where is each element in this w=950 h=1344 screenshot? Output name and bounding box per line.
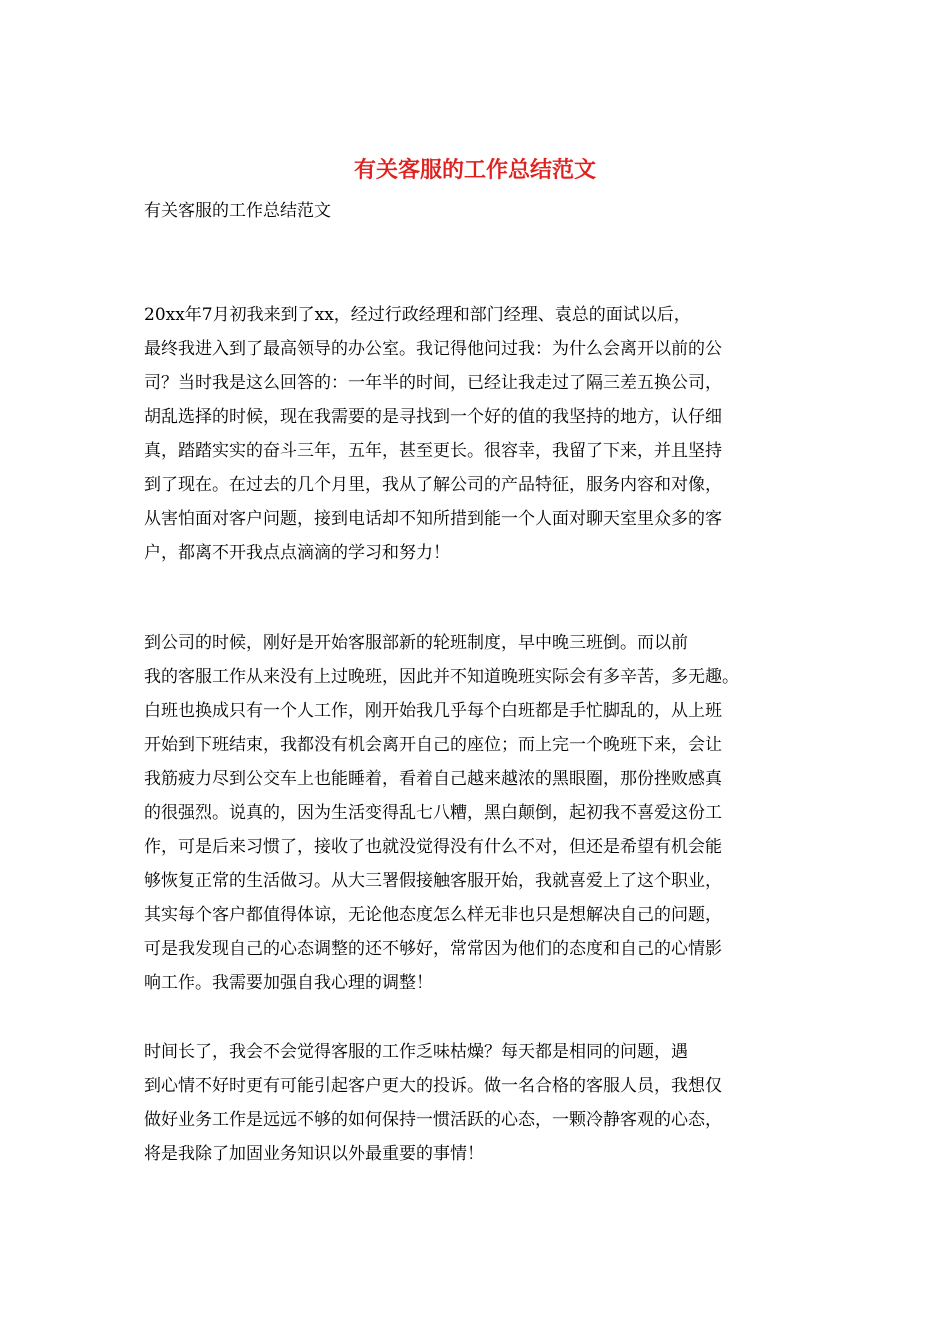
paragraph-1: 20xx年7月初我来到了xx，经过行政经理和部门经理、袁总的面试以后， 最终我进入到了最高领导的办公室。我记得他问过我：为什么会离开以前的公 司？当时我是这么回答的：一年半的时间，已经让我走过了隔三差五换公司， 胡乱选择的时候，现在我需要的是寻找到一个好的值的我坚持的地方，认仔细 真，踏踏实实的奋斗三年，五年，甚至更长。很容幸，我留了下来，并且坚持 到了现在。在过去的几个月里，我从了解公司的产品特征，服务内容和对像， 从害怕面对客户问题，接到电话却不知所措到能一个人面对聊天室里众多的客 户，都离不开我点点滴滴的学习和努力！ <box>144 305 722 563</box>
paragraph-3: 时间长了，我会不会觉得客服的工作乏味枯燥？每天都是相同的问题，遇 到心情不好时更有可能引起客户更大的投诉。做一名合格的客服人员，我想仅 做好业务工作是远远不够的如何保持一惯活跃的心态，一颗冷静客观的心态， 将是我除了加固业务知识以外最重要的事情！ <box>144 1042 722 1164</box>
document-subtitle: 有关客服的工作总结范文 <box>144 201 331 221</box>
document-title: 有关客服的工作总结范文 <box>353 157 596 183</box>
paragraph-2: 到公司的时候，刚好是开始客服部新的轮班制度，早中晚三班倒。而以前 我的客服工作从来没有上过晚班，因此并不知道晚班实际会有多辛苦，多无趣。 白班也换成只有一个人工作，刚开始我几乎每个白班都是手忙脚乱的，从上班 开始到下班结束，我都没有机会离开自己的座位；而上完一个晚班下来，会让 我筋疲力尽到公交车上也能睡着，看着自己越来越浓的黑眼圈，那份挫败感真 的很强烈。说真的，因为生活变得乱七八糟，黑白颠倒，起初我不喜爱这份工 作，可是后来习惯了，接收了也就没觉得没有什么不对，但还是希望有机会能 够恢复正常的生活做习。从大三署假接触客服开始，我就喜爱上了这个职业， 其实每个客户都值得体谅，无论他态度怎么样无非也只是想解决自己的问题， 可是我发现自己的心态调整的还不够好，常常因为他们的态度和自己的心情影 响工作。我需要加强自我心理的调整！ <box>144 633 739 993</box>
